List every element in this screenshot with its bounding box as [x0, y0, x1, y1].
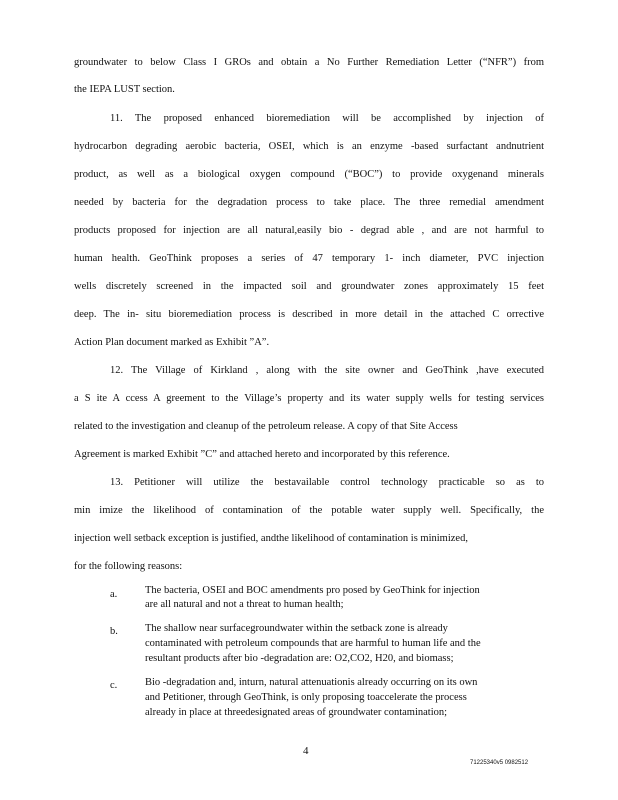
- list-item-line: The bacteria, OSEI and BOC amendments pro posed by GeoThink for injection: [145, 585, 480, 596]
- body-line: a S ite A ccess A greement to the Village’s property and its water supply wells for testing services: [74, 393, 544, 404]
- list-item-letter: c.: [110, 680, 118, 691]
- list-item-line: contaminated with petroleum compounds that are harmful to human life and the: [145, 638, 481, 649]
- body-line: groundwater to below Class I GROs and obtain a No Further Remediation Letter (“NFR”) from: [74, 57, 544, 68]
- page-number: 4: [303, 745, 309, 757]
- body-line: products proposed for injection are all natural,easily bio - degrad able , and are not harmful to: [74, 225, 544, 236]
- body-line: for the following reasons:: [74, 561, 183, 572]
- body-line: related to the investigation and cleanup of the petroleum release. A copy of that Site Access: [74, 421, 458, 432]
- list-item-line: already in place at threedesignated areas of groundwater contamination;: [145, 707, 448, 718]
- body-line: product, as well as a biological oxygen compound (“BOC”) to provide oxygenand minerals: [74, 169, 544, 180]
- paragraph-12-first-line: 12. The Village of Kirkland , along with the site owner and GeoThink ,have executed: [110, 365, 544, 376]
- document-id: 71225340v5 0982512: [470, 760, 529, 766]
- body-line: hydrocarbon degrading aerobic bacteria, OSEI, which is an enzyme -based surfactant andnutrient: [74, 141, 544, 152]
- list-item-line: Bio -degradation and, inturn, natural attenuationis already occurring on its own: [145, 677, 478, 688]
- body-line: wells discretely screened in the impacted soil and groundwater zones approximately 15 feet: [74, 281, 544, 292]
- list-item-line: resultant products after bio -degradation are: O2,CO2, H20, and biomass;: [145, 653, 454, 664]
- list-item-letter: b.: [110, 626, 118, 637]
- body-line: injection well setback exception is justified, andthe likelihood of contamination is minimized,: [74, 533, 468, 544]
- paragraph-11-first-line: 11. The proposed enhanced bioremediation will be accomplished by injection of: [110, 113, 544, 124]
- body-line: human health. GeoThink proposes a series of 47 temporary 1- inch diameter, PVC injection: [74, 253, 544, 264]
- body-line: Action Plan document marked as Exhibit ”A”.: [74, 337, 270, 348]
- paragraph-13-first-line: 13. Petitioner will utilize the bestavailable control technology practicable so as to: [110, 477, 544, 488]
- body-line: needed by bacteria for the degradation process to take place. The three remedial amendment: [74, 197, 544, 208]
- list-item-line: The shallow near surfacegroundwater within the setback zone is already: [145, 623, 448, 634]
- list-item-line: and Petitioner, through GeoThink, is only proposing toaccelerate the process: [145, 692, 467, 703]
- body-line: Agreement is marked Exhibit ”C” and attached hereto and incorporated by this reference.: [74, 449, 450, 460]
- list-item-line: are all natural and not a threat to human health;: [145, 599, 344, 610]
- body-line: deep. The in- situ bioremediation process is described in more detail in the attached C orrective: [74, 309, 544, 320]
- body-line: min imize the likelihood of contamination of the potable water supply well. Specifically, the: [74, 505, 544, 516]
- body-line: the IEPA LUST section.: [74, 84, 175, 95]
- list-item-letter: a.: [110, 589, 118, 600]
